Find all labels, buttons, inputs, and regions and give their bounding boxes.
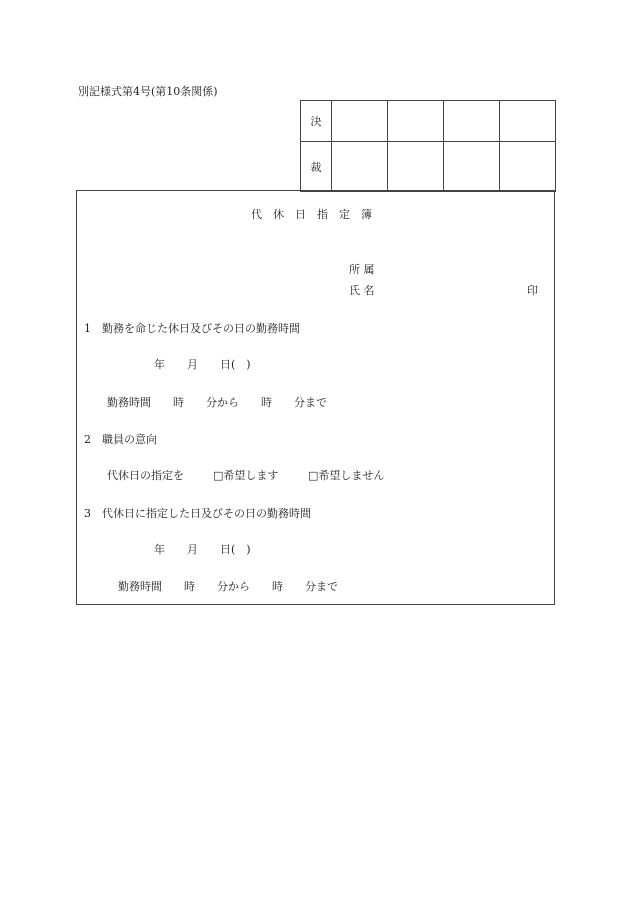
approval-table	[300, 100, 556, 192]
option-no-hope-checkbox[interactable]: □希望しません	[308, 469, 385, 482]
approval-stamp-box[interactable]	[388, 142, 444, 192]
approval-stamp-box[interactable]	[444, 101, 500, 142]
seal-mark: 印	[527, 284, 538, 297]
section2-prompt: 代休日の指定を	[107, 469, 184, 482]
approval-label-bottom: 裁	[301, 142, 332, 192]
section2-heading: 2 職員の意向	[84, 433, 157, 446]
form-title: 代休日指定簿	[251, 208, 383, 221]
form-caption: 別記様式第4号(第10条関係)	[78, 85, 218, 98]
section3-heading: 3 代休日に指定した日及びその日の勤務時間	[84, 507, 311, 520]
section3-date-line[interactable]: 年 月 日( )	[154, 543, 251, 556]
section1-date-line[interactable]: 年 月 日( )	[154, 358, 251, 371]
section3-time-line[interactable]: 勤務時間 時 分から 時 分まで	[118, 580, 338, 593]
approval-stamp-box[interactable]	[444, 142, 500, 192]
affiliation-label: 所 属	[349, 263, 375, 276]
name-label: 氏 名	[349, 284, 375, 297]
approval-stamp-box[interactable]	[332, 101, 388, 142]
approval-stamp-box[interactable]	[332, 142, 388, 192]
section1-heading: 1 勤務を命じた休日及びその日の勤務時間	[84, 322, 300, 335]
approval-label-top: 決	[301, 101, 332, 142]
section1-time-line[interactable]: 勤務時間 時 分から 時 分まで	[107, 396, 327, 409]
option-hope-checkbox[interactable]: □希望します	[213, 469, 279, 482]
approval-stamp-box[interactable]	[500, 142, 556, 192]
approval-stamp-box[interactable]	[500, 101, 556, 142]
approval-stamp-box[interactable]	[388, 101, 444, 142]
